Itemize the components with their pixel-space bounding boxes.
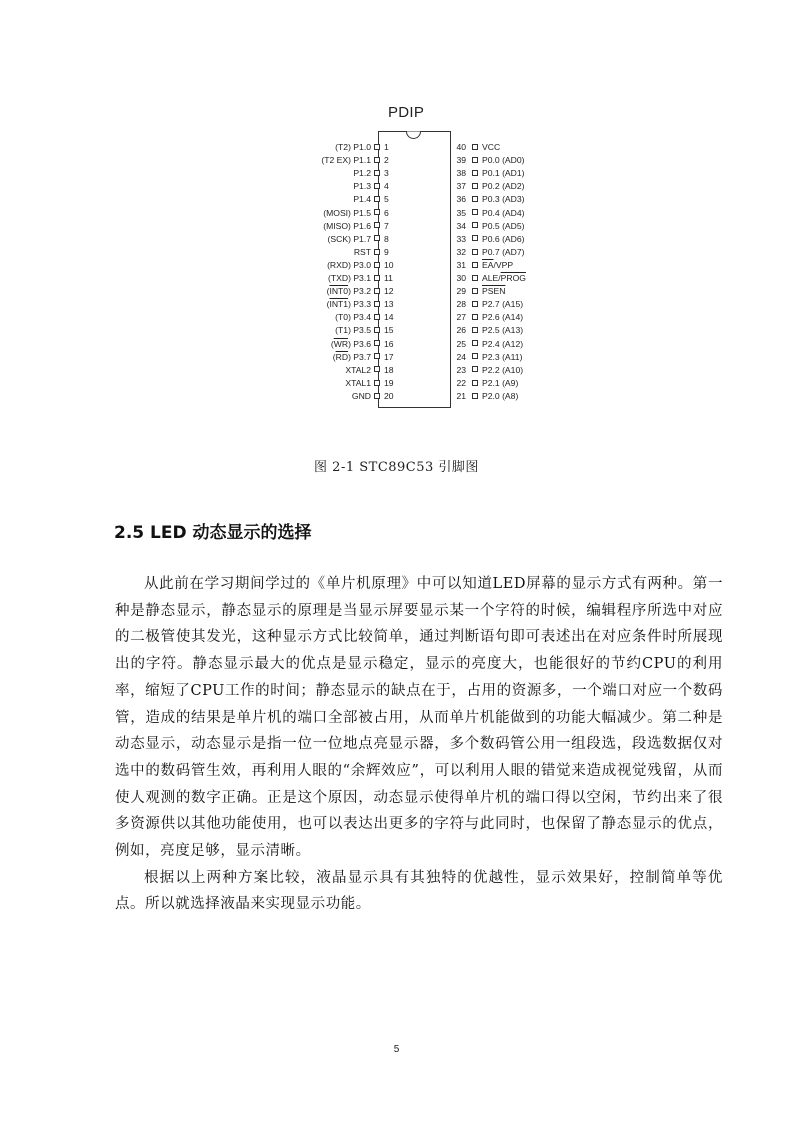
pin-box [472, 380, 478, 386]
right-pin-30 [448, 272, 526, 284]
pin-number: 40 [456, 142, 466, 152]
pin-box [472, 196, 478, 202]
pin-box [374, 366, 380, 372]
pin-label: P2.1 (A9) [482, 377, 519, 388]
pin-label: P2.2 (A10) [482, 364, 524, 375]
left-pin-11 [328, 272, 402, 284]
paragraph: 根据以上两种方案比较，液晶显示具有其独特的优越性，显示效果好，控制简单等优点。所以就选择液晶来实现显示功能。 [115, 869, 723, 913]
pin-number: 26 [456, 325, 466, 336]
left-pin-7 [323, 220, 402, 232]
pin-number: 37 [456, 181, 466, 192]
pin-box [472, 209, 478, 215]
pin-number: 30 [456, 273, 466, 283]
pin-box [472, 275, 478, 281]
right-pin-40 [448, 141, 500, 153]
pin-box [374, 340, 380, 346]
pin-label: P2.3 (A11) [482, 351, 523, 362]
pin-label: ALE/PROG [482, 273, 526, 283]
pin-label: $(\overline{WR})$ P3.6 [330, 338, 371, 349]
pin-number: 32 [456, 246, 466, 257]
right-pin-35 [448, 207, 525, 219]
pin-box [374, 196, 380, 202]
pin-box [374, 235, 380, 241]
pin-box [374, 157, 380, 163]
pin-number: 11 [384, 273, 393, 283]
pin-label: (INT1) P3.3 [326, 299, 371, 310]
pin-box [374, 314, 380, 320]
figure-caption: 图 2-1 STC89C53 引脚图 [314, 460, 479, 475]
pin-label: P0.2 (AD2) [482, 181, 525, 192]
pin-label: (SCK) P1.7 [327, 233, 371, 244]
pin-label: P0.1 (AD1) [482, 168, 525, 179]
left-pin-14 [335, 311, 402, 323]
right-pin-39 [448, 154, 525, 166]
pin-box [472, 301, 478, 307]
pin-box [472, 144, 478, 150]
pin-label: (T2) P1.0 [335, 142, 371, 152]
pin-number: 31 [456, 259, 466, 270]
left-pin-8 [328, 233, 402, 245]
pin-box [472, 340, 478, 346]
pin-box [374, 170, 380, 176]
pin-label: (T2 EX) P1.1 [321, 155, 371, 166]
pin-label: GND [351, 390, 371, 401]
pin-box [472, 262, 478, 268]
pin-box [472, 314, 478, 320]
pin-label: P2.0 (A8) [482, 390, 519, 401]
pin-box [472, 222, 478, 228]
pin-label: P2.7 (A15) [482, 299, 524, 310]
pin-box [472, 183, 478, 189]
right-pin-29 [448, 285, 505, 297]
right-pin-34 [448, 220, 525, 232]
pin-label: VCC [482, 142, 501, 152]
pin-label: (RXD) P3.0 [327, 259, 371, 270]
pin-number: 23 [456, 364, 466, 375]
package-label: PDIP [388, 104, 425, 121]
pin-box [374, 262, 380, 268]
pin-number: 13 [384, 299, 394, 310]
pin-label: P0.7 (AD7) [482, 246, 525, 257]
right-pin-26 [448, 324, 523, 336]
section-title: 2.5 LED 动态显示的选择 [114, 523, 312, 543]
pin-box [472, 235, 478, 241]
pin-box [374, 144, 380, 150]
pin-box [472, 157, 478, 163]
right-pin-31 [448, 259, 513, 271]
left-pin-9 [354, 246, 402, 258]
right-pin-32 [448, 246, 525, 258]
left-pin-15 [335, 324, 402, 336]
pin-number: 21 [456, 390, 466, 401]
right-pin-27 [448, 311, 523, 323]
pin-number: 1 [384, 142, 389, 152]
pin-number: 22 [456, 377, 466, 388]
pin-label: XTAL2 [345, 364, 371, 375]
page-number: 5 [393, 1044, 400, 1055]
pin-label: XTAL1 [345, 377, 371, 388]
pin-number: 17 [384, 351, 394, 362]
pin-box [374, 380, 380, 386]
pin-number: 39 [456, 155, 466, 166]
left-pin-18 [345, 364, 402, 376]
pin-label: (MOSI) P1.5 [323, 207, 371, 218]
left-pin-17 [333, 351, 402, 363]
left-pin-4 [353, 180, 402, 192]
pin-box [472, 170, 478, 176]
pin-label: P0.3 (AD3) [482, 194, 525, 205]
pin-number: 12 [384, 286, 394, 297]
pin-number: 16 [384, 338, 394, 349]
pin-label: (T0) P3.4 [335, 312, 371, 323]
left-pin-5 [353, 193, 402, 205]
pin-number: 15 [384, 325, 394, 336]
pin-number: 14 [384, 312, 394, 323]
left-pin-12 [327, 285, 402, 297]
pin-label: P1.3 [353, 181, 371, 192]
right-pin-38 [448, 167, 525, 179]
pin-diagram-figure [0, 0, 793, 480]
pin-box [374, 249, 380, 255]
pin-label: P0.5 (AD5) [482, 220, 525, 231]
right-pin-33 [448, 233, 525, 245]
pin-label: $(\overline{RD})$ P3.7 [332, 351, 371, 362]
pin-label: $\overline{EA}$/VPP [482, 259, 514, 270]
pin-box [374, 393, 380, 399]
pin-box [374, 353, 380, 359]
left-pin-10 [327, 259, 402, 271]
pin-number: 7 [384, 220, 389, 231]
pin-label: P2.6 (A14) [482, 312, 524, 323]
pin-number: 34 [456, 220, 466, 231]
pin-number: 5 [384, 194, 389, 205]
right-pin-21 [448, 390, 518, 402]
pin-box [472, 288, 478, 294]
right-pin-37 [448, 180, 525, 192]
pin-number: 18 [384, 364, 394, 375]
pin-number: 24 [456, 351, 466, 362]
pin-number: 8 [384, 233, 389, 244]
pin-box [374, 209, 380, 215]
pin-box [472, 366, 478, 372]
section-body [115, 571, 723, 918]
pin-label: PSEN [482, 286, 506, 297]
pin-box [374, 288, 380, 294]
right-pin-22 [448, 377, 518, 389]
left-pin-16 [331, 338, 402, 350]
right-pin-36 [448, 193, 525, 205]
pin-label: P1.4 [353, 194, 371, 205]
pin-label: (TXD) P3.1 [328, 273, 371, 283]
pin-box [374, 275, 380, 281]
pin-number: 2 [384, 155, 389, 166]
pin-number: 25 [456, 338, 466, 349]
pin-box [374, 222, 380, 228]
pin-number: 38 [456, 168, 466, 179]
pin-number: 33 [456, 233, 466, 244]
pin-number: 4 [384, 181, 389, 192]
pin-label: P0.0 (AD0) [482, 155, 525, 166]
pin-number: 10 [384, 259, 394, 270]
pin-box [472, 353, 478, 359]
chip-notch [406, 124, 421, 139]
pin-label: P2.5 (A13) [482, 325, 524, 336]
pin-label: P0.6 (AD6) [482, 233, 525, 244]
pin-number: 3 [384, 168, 389, 179]
pin-number: 28 [456, 299, 466, 310]
left-pin-13 [327, 298, 402, 310]
pin-number: 29 [456, 286, 466, 297]
pin-label: P1.2 [353, 168, 371, 179]
right-pin-28 [448, 298, 523, 310]
left-pin-6 [323, 207, 402, 219]
pin-number: 20 [384, 390, 394, 401]
pin-label: (MISO) P1.6 [323, 220, 371, 231]
pin-number: 6 [384, 207, 389, 218]
pin-box [374, 183, 380, 189]
pin-number: 35 [456, 207, 466, 218]
pin-number: 36 [456, 194, 466, 205]
pin-box [472, 327, 478, 333]
left-pin-2 [321, 154, 402, 166]
paragraph: 从此前在学习期间学过的《单片机原理》中可以知道LED屏幕的显示方式有两种。第一种是静态显示，静态显示的原理是当显示屏要显示某一个字符的时候，编辑程序所选中对应的二极管使其发光，这种显示方式比较简单，通过判断语句即可表述出在对应条件时所展现出的字符。静态显示最大的优点是显示稳定，显示的亮度大，也能很好的节约CPU的利用率，缩短了CPU工作的时间；静态显示的缺点在于，占用的资源多，一个端口对应一个数码管，造成的结果是单片机的端口全部被占用，从而单片机能做到的功能大幅减少。第二种是动态显示，动态显示是指一位一位地点亮显示器，多个数码管公用一组段选，段选数据仅对选中的数码管生效，再利用人眼的“余辉效应”，可以利用人眼的错觉来造成视觉残留，从而使人观测的数字正确。正是这个原因，动态显示使得单片机的端口得以空闲，节约出来了很多资源供以其他功能使用，也可以表达出更多的字符与此同时，也保留了静态显示的优点，例如，亮度足够，显示清晰。 [115, 576, 723, 860]
right-pin-23 [448, 364, 523, 376]
left-pin-20 [352, 390, 402, 402]
left-pin-3 [353, 167, 402, 179]
pin-box [472, 393, 478, 399]
pin-box [374, 301, 380, 307]
left-pin-1 [335, 141, 402, 153]
right-pin-25 [448, 338, 523, 350]
pin-label: P0.4 (AD4) [482, 207, 525, 218]
pin-label: P2.4 (A12) [482, 338, 524, 349]
left-pin-19 [345, 377, 402, 389]
pin-label: (T1) P3.5 [335, 325, 371, 336]
pin-number: 27 [456, 312, 466, 323]
pin-box [472, 249, 478, 255]
pin-number: 9 [384, 246, 389, 257]
pin-box [374, 327, 380, 333]
pin-label: (INT0) P3.2 [326, 286, 371, 297]
pin-number: 19 [384, 377, 394, 388]
right-pin-24 [448, 351, 522, 363]
pin-label: RST [353, 246, 371, 257]
